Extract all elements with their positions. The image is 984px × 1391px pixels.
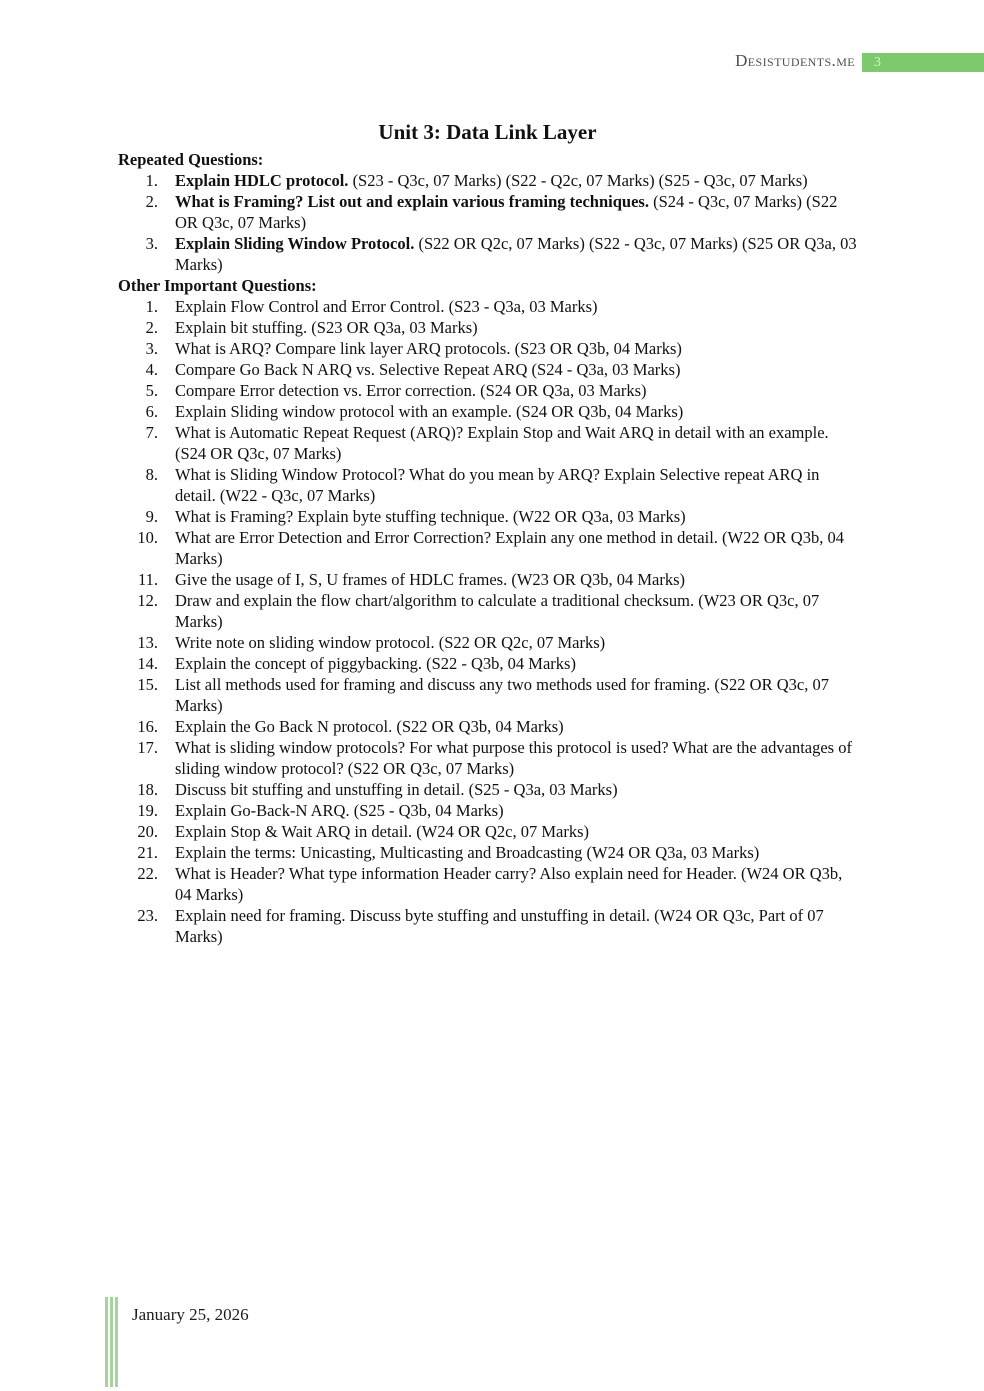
question-item — [118, 569, 857, 590]
question-number: 22. — [137, 864, 158, 883]
question-number: 20. — [137, 822, 158, 841]
question-item — [118, 653, 857, 674]
question-number: 10. — [137, 528, 158, 547]
question-text: Explain bit stuffing. (S23 OR Q3a, 03 Marks) — [175, 318, 478, 337]
question-number: 19. — [137, 801, 158, 820]
question-number: 13. — [137, 633, 158, 652]
repeated-questions-list — [118, 170, 857, 275]
question-item — [118, 527, 857, 569]
question-item — [118, 737, 857, 779]
question-text: What is Header? What type information Header carry? Also explain need for Header. (W24 OR Q3b, 04 Marks) — [175, 864, 843, 904]
question-number: 9. — [145, 507, 158, 526]
page-number: 3 — [874, 55, 881, 70]
section-heading-other: Other Important Questions: — [118, 276, 317, 295]
question-item — [118, 464, 857, 506]
question-item — [118, 842, 857, 863]
question-number: 1. — [145, 171, 158, 190]
question-text: Explain need for framing. Discuss byte stuffing and unstuffing in detail. (W24 OR Q3c, Part of 07 Marks) — [175, 906, 824, 946]
question-text: Explain Sliding Window Protocol. (S22 OR Q2c, 07 Marks) (S22 - Q3c, 07 Marks) (S25 OR Q3a, 03 Marks) — [175, 234, 857, 274]
question-number: 8. — [145, 465, 158, 484]
question-item — [118, 800, 857, 821]
question-item — [118, 233, 857, 275]
question-text: Discuss bit stuffing and unstuffing in detail. (S25 - Q3a, 03 Marks) — [175, 780, 618, 799]
site-name: Desistudents.me — [735, 51, 855, 70]
question-text: What is Framing? List out and explain various framing techniques. (S24 - Q3c, 07 Marks) (S22 OR Q3c, 07 Marks) — [175, 192, 838, 232]
question-number: 17. — [137, 738, 158, 757]
question-item — [118, 779, 857, 800]
question-item — [118, 632, 857, 653]
question-text: Explain HDLC protocol. (S23 - Q3c, 07 Marks) (S22 - Q2c, 07 Marks) (S25 - Q3c, 07 Marks) — [175, 171, 808, 190]
question-item — [118, 401, 857, 422]
question-text: List all methods used for framing and discuss any two methods used for framing. (S22 OR Q3c, 07 Marks) — [175, 675, 829, 715]
question-item — [118, 590, 857, 632]
question-number: 16. — [137, 717, 158, 736]
question-text: Explain the terms: Unicasting, Multicasting and Broadcasting (W24 OR Q3a, 03 Marks) — [175, 843, 760, 862]
question-item — [118, 191, 857, 233]
question-text: Draw and explain the flow chart/algorithm to calculate a traditional checksum. (W23 OR Q3c, 07 Marks) — [175, 591, 820, 631]
question-text: What is Automatic Repeat Request (ARQ)? Explain Stop and Wait ARQ in detail with an example. (S24 OR Q3c, 07 Marks) — [175, 423, 829, 463]
question-text: Explain Go-Back-N ARQ. (S25 - Q3b, 04 Marks) — [175, 801, 504, 820]
question-item — [118, 863, 857, 905]
page-number-badge — [862, 53, 984, 72]
question-text: Explain Stop & Wait ARQ in detail. (W24 OR Q2c, 07 Marks) — [175, 822, 590, 841]
question-text: What is Sliding Window Protocol? What do you mean by ARQ? Explain Selective repeat ARQ in detail. (W22 - Q3c, 07 Marks) — [175, 465, 820, 505]
question-item — [118, 716, 857, 737]
question-text: Compare Error detection vs. Error correction. (S24 OR Q3a, 03 Marks) — [175, 381, 647, 400]
question-number: 7. — [145, 423, 158, 442]
question-number: 2. — [145, 318, 158, 337]
question-text: Compare Go Back N ARQ vs. Selective Repeat ARQ (S24 - Q3a, 03 Marks) — [175, 360, 681, 379]
question-number: 5. — [145, 381, 158, 400]
question-number: 6. — [145, 402, 158, 421]
question-number: 14. — [137, 654, 158, 673]
question-item — [118, 422, 857, 464]
question-number: 23. — [137, 906, 158, 925]
question-number: 18. — [137, 780, 158, 799]
question-number: 2. — [145, 192, 158, 211]
question-text: What is ARQ? Compare link layer ARQ protocols. (S23 OR Q3b, 04 Marks) — [175, 339, 682, 358]
question-text: Explain Flow Control and Error Control. (S23 - Q3a, 03 Marks) — [175, 297, 598, 316]
footer-accent-lines — [105, 1297, 118, 1387]
question-number: 4. — [145, 360, 158, 379]
other-questions-list — [118, 296, 857, 947]
question-item — [118, 296, 857, 317]
question-text: What is Framing? Explain byte stuffing technique. (W22 OR Q3a, 03 Marks) — [175, 507, 686, 526]
footer-date: January 25, 2026 — [132, 1305, 249, 1324]
question-item — [118, 317, 857, 338]
question-text: Explain the Go Back N protocol. (S22 OR Q3b, 04 Marks) — [175, 717, 564, 736]
question-number: 1. — [145, 297, 158, 316]
question-number: 3. — [145, 339, 158, 358]
question-number: 15. — [137, 675, 158, 694]
question-text: Write note on sliding window protocol. (S22 OR Q2c, 07 Marks) — [175, 633, 606, 652]
question-item — [118, 905, 857, 947]
question-item — [118, 359, 857, 380]
document-content — [118, 119, 857, 947]
question-number: 21. — [137, 843, 158, 862]
question-number: 11. — [137, 570, 158, 589]
question-text: Give the usage of I, S, U frames of HDLC frames. (W23 OR Q3b, 04 Marks) — [175, 570, 686, 589]
section-heading-repeated: Repeated Questions: — [118, 150, 264, 169]
question-item — [118, 674, 857, 716]
question-item — [118, 170, 857, 191]
question-text: What is sliding window protocols? For what purpose this protocol is used? What are the advantages of sliding window protocol? (S22 OR Q3c, 07 Marks) — [175, 738, 852, 778]
question-item — [118, 506, 857, 527]
question-text: Explain the concept of piggybacking. (S22 - Q3b, 04 Marks) — [175, 654, 576, 673]
question-text: Explain Sliding window protocol with an example. (S24 OR Q3b, 04 Marks) — [175, 402, 684, 421]
question-item — [118, 380, 857, 401]
question-item — [118, 821, 857, 842]
question-number: 12. — [137, 591, 158, 610]
question-item — [118, 338, 857, 359]
page-title: Unit 3: Data Link Layer — [378, 120, 597, 144]
question-number: 3. — [145, 234, 158, 253]
question-text: What are Error Detection and Error Correction? Explain any one method in detail. (W22 OR Q3b, 04 Marks) — [175, 528, 844, 568]
